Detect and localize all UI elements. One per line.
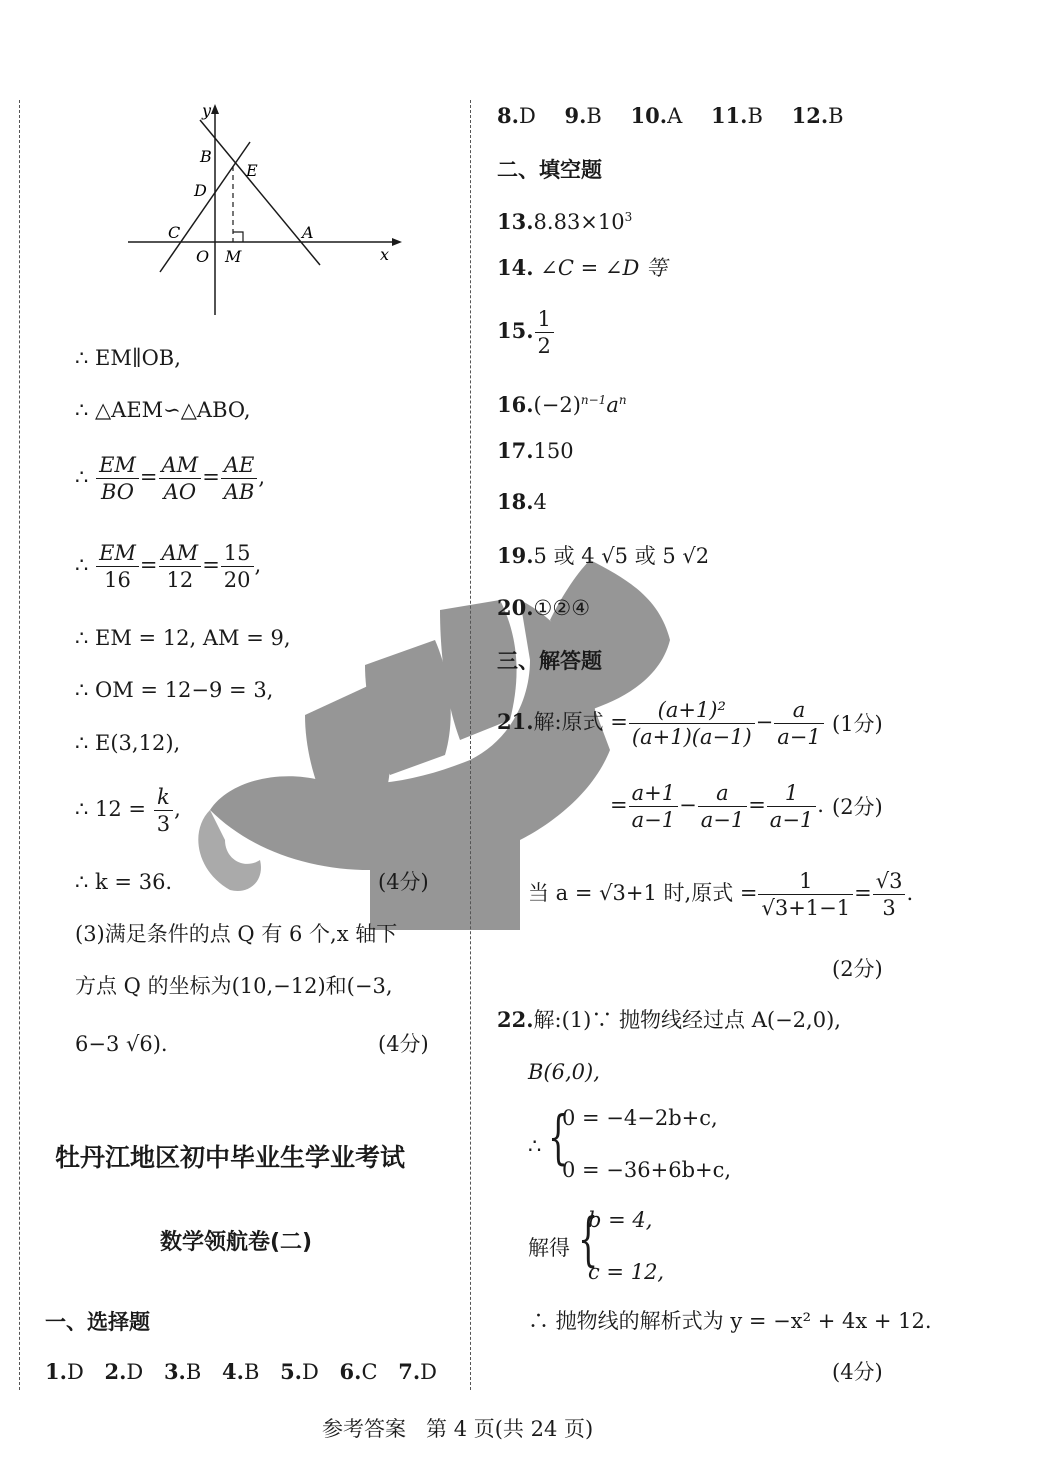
q22-result: ∴ 抛物线的解析式为 y = −x² + 4x + 12. [528, 1309, 932, 1333]
answer-14: 14. ∠C = ∠D 等 [497, 255, 667, 280]
answer-item: 10.A [630, 103, 683, 128]
frac-num: a+1 [629, 780, 678, 807]
frac-den: 3 [882, 896, 896, 920]
label-D: D [194, 181, 207, 200]
answer-20: 20.①②④ [497, 595, 591, 620]
score: (4分) [378, 870, 429, 894]
q21-line1: 21.解:原式 = $\frac{\text{(a+1)²}}{(a+1)(a-1)}$ − $\frac{a}{a-1}$ [497, 697, 825, 750]
left-margin-divider [19, 100, 20, 1390]
step-k-result: ∴ k = 36. [75, 870, 173, 894]
answer-item: 6.C [339, 1359, 378, 1384]
frac-den: √3+1−1 [761, 896, 851, 920]
answer-item: 1.D [45, 1359, 84, 1384]
frac-den: 16 [104, 568, 131, 592]
score: (4分) [378, 1032, 429, 1056]
eq-lead: ∴ 12 = [75, 797, 147, 821]
frac-num: k [154, 784, 173, 811]
punct: , [174, 797, 181, 821]
section-fill: 二、填空题 [497, 158, 602, 182]
exam-title: 牡丹江地区初中毕业生学业考试 [55, 1143, 406, 1172]
therefore-sign: ∴ [75, 553, 89, 577]
frac-num: 15 [221, 540, 254, 567]
answer-13: $13.8.83\times 10^3$ [497, 209, 633, 234]
step-om: ∴ OM = 12−9 = 3, [75, 678, 274, 702]
score: (2分) [832, 795, 883, 819]
answer-15: 15. $\frac{1}{2}$ [497, 306, 555, 359]
answer-item: 11.B [710, 103, 763, 128]
frac-den: (a+1)(a−1) [631, 725, 752, 749]
frac-num: AM [159, 540, 202, 567]
answer-17: 17.150 [497, 438, 574, 463]
frac-num: 1 [767, 780, 816, 807]
answer-16: $16.(-2)^{n-1}a^n$ [497, 392, 627, 417]
answer-item: 4.B [222, 1359, 260, 1384]
answer-item: 9.B [564, 103, 602, 128]
frac-den: a−1 [700, 808, 745, 832]
frac-den: 2 [537, 334, 551, 358]
frac-den: a−1 [769, 808, 814, 832]
frac-num: EM [96, 452, 139, 479]
frac-num: √3 [873, 868, 906, 895]
q22-line1: 22.解:(1)∵ 抛物线经过点 A(−2,0), [497, 1007, 841, 1032]
answers-1-7 [45, 1358, 437, 1386]
center-column-divider [470, 100, 471, 1390]
page-footer: 参考答案 第 4 页(共 24 页) [322, 1417, 594, 1441]
therefore-sign: ∴ [75, 465, 89, 489]
left-brace-icon: { [578, 1205, 599, 1273]
step-k-equation [75, 784, 181, 837]
step-similar: ∴ △AEM∽△ABO, [75, 398, 251, 422]
frac-num: EM [96, 540, 139, 567]
frac-num: 1 [535, 306, 554, 333]
frac-num: (a+1)² [629, 697, 755, 724]
frac-den: a−1 [777, 725, 821, 749]
frac-num: 1 [758, 868, 853, 895]
frac-den: 3 [156, 812, 171, 836]
step-ratio: ∴ $\frac{EM}{BO}$ = $\frac{AM}{AO}$ = $\frac{AE}{AB}$ , [75, 453, 266, 504]
punct: , [258, 465, 266, 489]
answer-item: 2.D [104, 1359, 144, 1384]
label-A: A [302, 223, 314, 242]
label-O: O [196, 247, 210, 266]
score: (2分) [832, 957, 883, 981]
left-brace-icon: { [548, 1103, 569, 1171]
frac-num: AE [221, 452, 258, 479]
frac-den: AB [223, 480, 255, 504]
step-em-am: ∴ EM = 12, AM = 9, [75, 626, 291, 650]
answer-item: 5.D [280, 1359, 319, 1384]
frac-den: AO [163, 480, 197, 504]
q21-line3: 当 a = √3+1 时,原式 = $\frac{1}{√3+1-1}$ = $\frac{√3}{3}$ . [528, 869, 914, 920]
section-solve: 三、解答题 [497, 649, 602, 673]
coordinate-figure [120, 100, 410, 325]
step-parallel: ∴ EM∥OB, [75, 346, 181, 370]
answers-8-12 [497, 102, 844, 130]
score: (1分) [832, 712, 883, 736]
frac-den: a−1 [631, 808, 676, 832]
punct: , [254, 553, 262, 577]
part3-line1: (3)满足条件的点 Q 有 6 个,x 轴下 [75, 922, 398, 946]
score: (4分) [832, 1360, 883, 1384]
label-M: M [225, 247, 242, 266]
answer-19: 19.5 或 4 √5 或 5 √2 [497, 543, 710, 568]
q22-line2: B(6,0), [528, 1060, 600, 1084]
q21-line2: = $\frac{a+1}{a-1}$ − $\frac{a}{a-1}$ = $\frac{1}{a-1}$ . [610, 781, 824, 832]
exam-subtitle: 数学领航卷(二) [160, 1230, 313, 1255]
frac-den: 12 [166, 568, 194, 592]
answer-item: 7.D [398, 1359, 438, 1384]
frac-num: a [698, 780, 747, 807]
label-E: E [246, 161, 258, 180]
frac-num: a [774, 697, 823, 724]
part3-line2: 方点 Q 的坐标为(10,−12)和(−3, [75, 974, 393, 998]
label-C: C [168, 223, 181, 242]
section-choice: 一、选择题 [45, 1310, 150, 1334]
frac-den: BO [100, 480, 134, 504]
answer-item: 12.B [791, 103, 844, 128]
answer-item: 8.D [497, 103, 536, 128]
frac-num: AM [159, 452, 202, 479]
label-B: B [200, 147, 212, 166]
part3-line3: 6−3 √6). [75, 1032, 168, 1056]
answer-18: 18.4 [497, 489, 547, 514]
label-x: x [380, 245, 390, 264]
step-ratio-values: ∴ $\frac{EM}{16}$ = $\frac{AM}{12}$ = $\frac{15}{20}$ , [75, 541, 262, 592]
answer-item: 3.B [163, 1359, 202, 1384]
label-y: y [202, 101, 212, 120]
frac-den: 20 [223, 568, 251, 592]
step-point-e: ∴ E(3,12), [75, 731, 181, 755]
